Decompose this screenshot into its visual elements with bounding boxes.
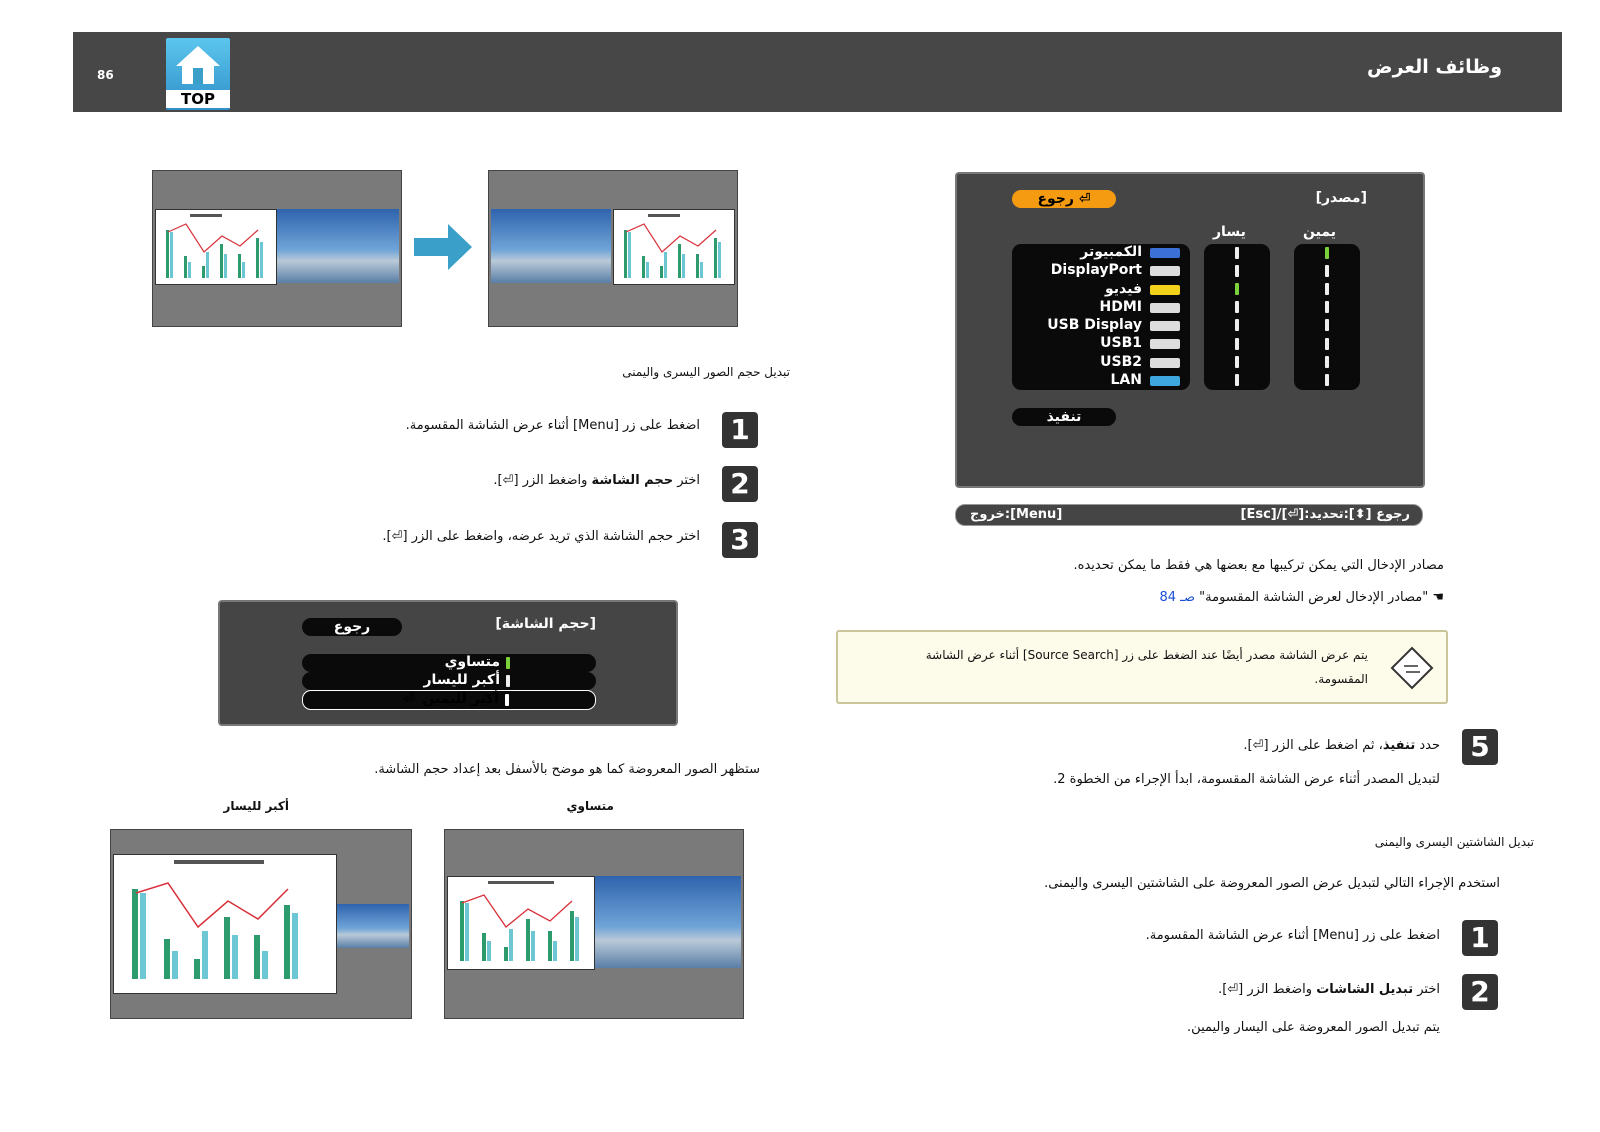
source-item[interactable]: USB2 <box>1012 354 1190 372</box>
page-link[interactable]: صـ 84 <box>1159 590 1196 605</box>
usb1-icon <box>1150 339 1180 349</box>
lan-icon <box>1150 376 1180 386</box>
option-indicator <box>506 675 510 687</box>
step-number: 3 <box>722 522 758 558</box>
indicator-active[interactable] <box>1325 247 1329 259</box>
arrow-right-icon <box>414 222 474 272</box>
source-item[interactable]: USB1 <box>1012 335 1190 353</box>
page-title: وظائف العرض <box>1367 56 1502 78</box>
equal-screen <box>444 829 744 1019</box>
chart-thumb <box>155 209 277 285</box>
note-box <box>836 630 1448 704</box>
section-title-size: تبديل حجم الصور اليسرى واليمنى <box>622 365 790 379</box>
step-text: اضغط على زر [Menu] أثناء عرض الشاشة المقسومة. <box>1145 928 1440 943</box>
option-indicator <box>505 694 509 706</box>
hdmi-icon <box>1150 303 1180 313</box>
after-setting-text: ستظهر الصور المعروضة كما هو موضح بالأسفل بعد إعداد حجم الشاشة. <box>374 762 760 777</box>
step-number: 5 <box>1462 729 1498 765</box>
video-icon <box>1150 285 1180 295</box>
caption-bigger-left: أكبر لليسار <box>223 799 289 813</box>
indicator[interactable] <box>1325 319 1329 331</box>
top-label: TOP <box>166 90 230 108</box>
step-number: 1 <box>722 412 758 448</box>
chart-medium <box>447 876 595 970</box>
size-option-right[interactable]: أكبر لليمين ⏎ <box>302 690 596 710</box>
step-number: 2 <box>1462 974 1498 1010</box>
home-icon <box>166 38 230 92</box>
reference-line: ☚ "مصادر الإدخال لعرض الشاشة المقسومة" صـ 84 <box>1159 590 1444 605</box>
indicator[interactable] <box>1325 356 1329 368</box>
source-item[interactable]: USB Display <box>1012 317 1190 335</box>
usb-display-icon <box>1150 321 1180 331</box>
indicator[interactable] <box>1325 301 1329 313</box>
indicator[interactable] <box>1235 338 1239 350</box>
indicator[interactable] <box>1325 338 1329 350</box>
chart-thumb-graphic <box>156 210 276 284</box>
step-number: 2 <box>722 466 758 502</box>
top-button[interactable] <box>166 38 230 110</box>
screen-size-menu <box>218 600 678 726</box>
back-button[interactable]: رجوع <box>302 618 402 636</box>
city-thumb <box>337 904 409 948</box>
execute-button[interactable]: تنفيذ <box>1012 408 1116 426</box>
step-text: اختر حجم الشاشة الذي تريد عرضه، واضغط على الزر [⏎]. <box>382 529 700 544</box>
col-left-header: يسار <box>1213 224 1246 240</box>
note-line-1: يتم عرض الشاشة مصدر أيضًا عند الضغط على زر [Source Search] أثناء عرض الشاشة <box>925 648 1368 662</box>
step-text: اضغط على زر [Menu] أثناء عرض الشاشة المقسومة. <box>405 418 700 433</box>
indicator[interactable] <box>1235 301 1239 313</box>
chart-thumb <box>613 209 735 285</box>
city-thumb <box>595 876 741 968</box>
sources-text: مصادر الإدخال التي يمكن تركيبها مع بعضها هي فقط ما يمكن تحديده. <box>1073 558 1444 573</box>
indicator[interactable] <box>1235 319 1239 331</box>
step-text: اختر تبديل الشاشات واضغط الزر [⏎]. <box>1218 982 1440 997</box>
city-thumb <box>277 209 399 283</box>
section-title-swap: تبديل الشاشتين اليسرى واليمنى <box>1374 835 1534 849</box>
chart-large-graphic <box>114 855 336 993</box>
swap-result: يتم تبديل الصور المعروضة على اليسار واليمين. <box>1187 1020 1440 1035</box>
page-header <box>73 32 1562 112</box>
left-indicators <box>1235 244 1239 390</box>
indicator[interactable] <box>1235 247 1239 259</box>
step5-subtext: لتبديل المصدر أثناء عرض الشاشة المقسومة، ابدأ الإجراء من الخطوة 2. <box>1053 772 1440 787</box>
back-button[interactable]: رجوع ⏎ <box>1012 190 1116 208</box>
step-text: اختر حجم الشاشة واضغط الزر [⏎]. <box>493 473 700 488</box>
right-indicators <box>1325 244 1329 390</box>
note-line-2: المقسومة. <box>1314 672 1368 686</box>
indicator-active[interactable] <box>1235 283 1239 295</box>
source-menu <box>955 172 1425 488</box>
source-item[interactable]: الكمبيوتر <box>1012 244 1190 262</box>
indicator[interactable] <box>1235 356 1239 368</box>
indicator[interactable] <box>1325 283 1329 295</box>
indicator[interactable] <box>1235 265 1239 277</box>
caption-equal: متساوي <box>566 799 614 813</box>
usb2-icon <box>1150 358 1180 368</box>
after-screen <box>488 170 738 327</box>
option-indicator <box>506 657 510 669</box>
size-option-left[interactable]: أكبر لليسار <box>302 672 596 690</box>
displayport-icon <box>1150 266 1180 276</box>
source-item[interactable]: LAN <box>1012 372 1190 390</box>
indicator[interactable] <box>1325 374 1329 386</box>
source-item[interactable]: فيديو <box>1012 281 1190 299</box>
bigger-left-screen <box>110 829 412 1019</box>
enter-icon: ⏎ <box>1078 191 1091 207</box>
status-bar <box>955 504 1423 526</box>
chart-medium-graphic <box>448 877 594 969</box>
indicator[interactable] <box>1235 374 1239 386</box>
indicator[interactable] <box>1325 265 1329 277</box>
step-number: 1 <box>1462 920 1498 956</box>
swap-intro: استخدم الإجراء التالي لتبديل عرض الصور المعروضة على الشاشتين اليسرى واليمنى. <box>1044 876 1500 891</box>
page-number: 86 <box>97 68 114 82</box>
menu-title: [مصدر] <box>1315 190 1367 206</box>
size-option-equal[interactable]: متساوي <box>302 654 596 672</box>
chart-large <box>113 854 337 994</box>
status-exit: [Menu]:خروج <box>970 507 1063 522</box>
col-right-header: يمين <box>1303 224 1336 240</box>
pointing-hand-icon: ☚ <box>1432 590 1444 605</box>
enter-icon: ⏎ <box>403 691 415 707</box>
city-thumb <box>491 209 611 283</box>
chart-thumb-graphic <box>614 210 734 284</box>
source-item[interactable]: DisplayPort <box>1012 262 1190 280</box>
status-nav: [Esc]/[⏎]:رجوع [⬍]:تحديد <box>1240 507 1410 522</box>
menu-title: [حجم الشاشة] <box>495 616 596 632</box>
computer-icon <box>1150 248 1180 258</box>
memo-icon <box>1386 642 1436 692</box>
source-rows <box>1012 244 1190 390</box>
step-text: حدد تنفيذ، ثم اضغط على الزر [⏎]. <box>1243 738 1440 753</box>
source-item[interactable]: HDMI <box>1012 299 1190 317</box>
before-screen <box>152 170 402 327</box>
